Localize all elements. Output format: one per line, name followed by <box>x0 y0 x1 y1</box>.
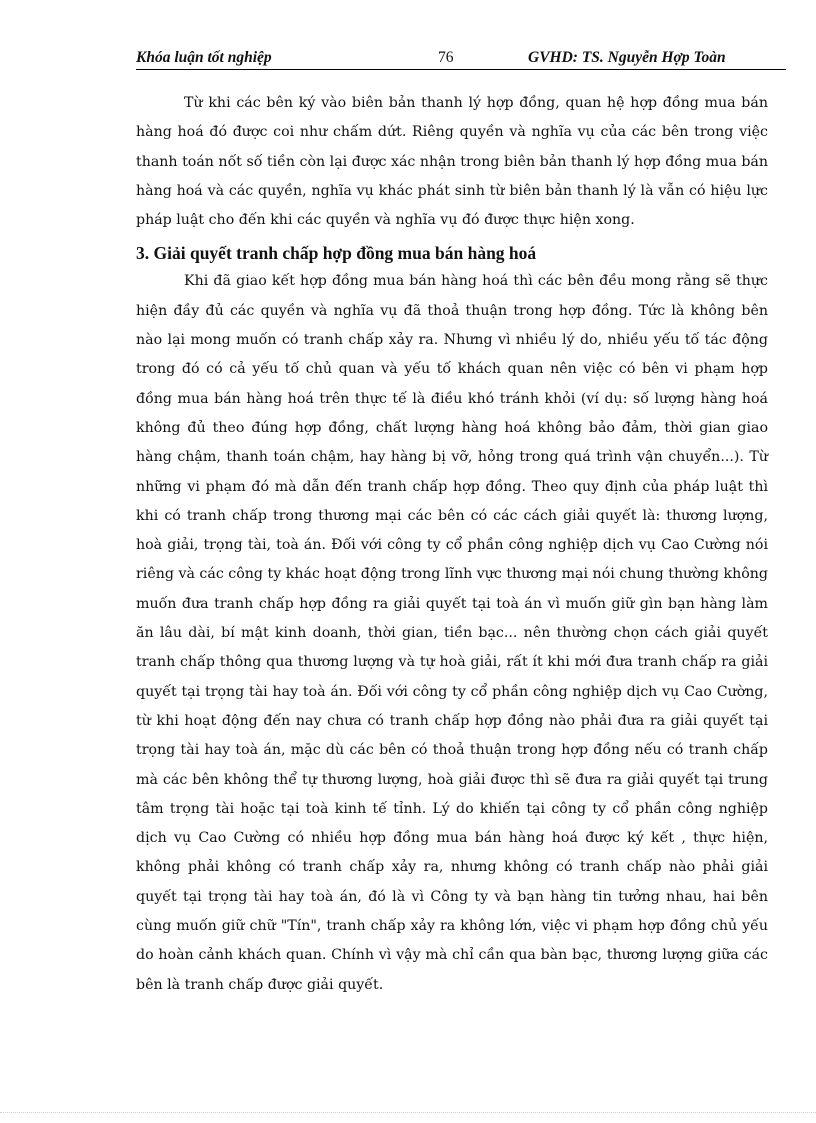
header-thesis-title: Khóa luận tốt nghiệp <box>136 49 272 66</box>
page-bottom-divider <box>0 1112 816 1113</box>
page-header <box>136 47 786 70</box>
document-body <box>136 89 768 1000</box>
header-supervisor: GVHD: TS. Nguyễn Hợp Toàn <box>528 49 726 66</box>
paragraph-dispute-resolution: Khi đã giao kết hợp đồng mua bán hàng hoá thì các bên đều mong rằng sẽ thực hiện đầy đủ các quyền và nghĩa vụ đã thoả thuận trong hợp đồng. Tức là không bên nào lại mong muốn có tranh chấp xảy ra. Nhưng vì nhiều lý do, nhiều yếu tố tác động trong đó có cả yếu tố chủ quan và yếu tố khách quan nên việc có bên vi phạm hợp đồng mua bán hàng hoá trên thực tế là điều khó tránh khỏi (ví dụ: số lượng hàng hoá không đủ theo đúng hợp đồng, chất lượng hàng hoá không bảo đảm, thời gian giao hàng chậm, thanh toán chậm, hay hàng bị vỡ, hỏng trong quá trình vận chuyển...). Từ những vi phạm đó mà dẫn đến tranh chấp hợp đồng. Theo quy định của pháp luật thì khi có tranh chấp trong thương mại các bên có các cách giải quyết là: thương lượng, hoà giải, trọng tài, toà án. Đối với công ty cổ phần công nghiệp dịch vụ Cao Cường nói riêng và các công ty khác hoạt động trong lĩnh vực thương mại nói chung thường không muốn đưa tranh chấp hợp đồng ra giải quyết tại toà án vì muốn giữ gìn bạn hàng làm ăn lâu dài, bí mật kinh doanh, thời gian, tiền bạc... nên thường chọn cách giải quyết tranh chấp thông qua thương lượng và tự hoà giải, rất ít khi mới đưa tranh chấp ra giải quyết tại trọng tài hay toà án. Đối với công ty cổ phần công nghiệp dịch vụ Cao Cường, từ khi hoạt động đến nay chưa có tranh chấp hợp đồng nào phải đưa ra giải quyết tại trọng tài hay toà án, mặc dù các bên có thoả thuận trong hợp đồng nếu có tranh chấp mà các bên không thể tự thương lượng, hoà giải được thì sẽ đưa ra giải quyết tại trung tâm trọng tài hoặc tại toà kinh tế tỉnh. Lý do khiến tại công ty cổ phần công nghiệp dịch vụ Cao Cường có nhiều hợp đồng mua bán hàng hoá được ký kết , thực hiện, không phải không có tranh chấp xảy ra, nhưng không có tranh chấp nào phải giải quyết tại trọng tài hay toà án, đó là vì Công ty và bạn hàng tin tưởng nhau, hai bên cùng muốn giữ chữ "Tín", tranh chấp xảy ra không lớn, việc vi phạm hợp đồng chủ yếu do hoàn cảnh khách quan. Chính vì vậy mà chỉ cần qua bàn bạc, thương lượng giữa các bên là tranh chấp được giải quyết. <box>136 273 768 993</box>
paragraph-contract-liquidation: Từ khi các bên ký vào biên bản thanh lý hợp đồng, quan hệ hợp đồng mua bán hàng hoá đó được coi như chấm dứt. Riêng quyền và nghĩa vụ của các bên trong việc thanh toán nốt số tiền còn lại được xác nhận trong biên bản thanh lý hợp đồng mua bán hàng hoá và các quyền, nghĩa vụ khác phát sinh từ biên bản thanh lý là vẫn có hiệu lực pháp luật cho đến khi các quyền và nghĩa vụ đó được thực hiện xong. <box>136 95 768 229</box>
header-page-number: 76 <box>438 49 454 66</box>
section-heading-dispute-resolution: 3. Giải quyết tranh chấp hợp đồng mua bán hàng hoá <box>136 243 537 264</box>
